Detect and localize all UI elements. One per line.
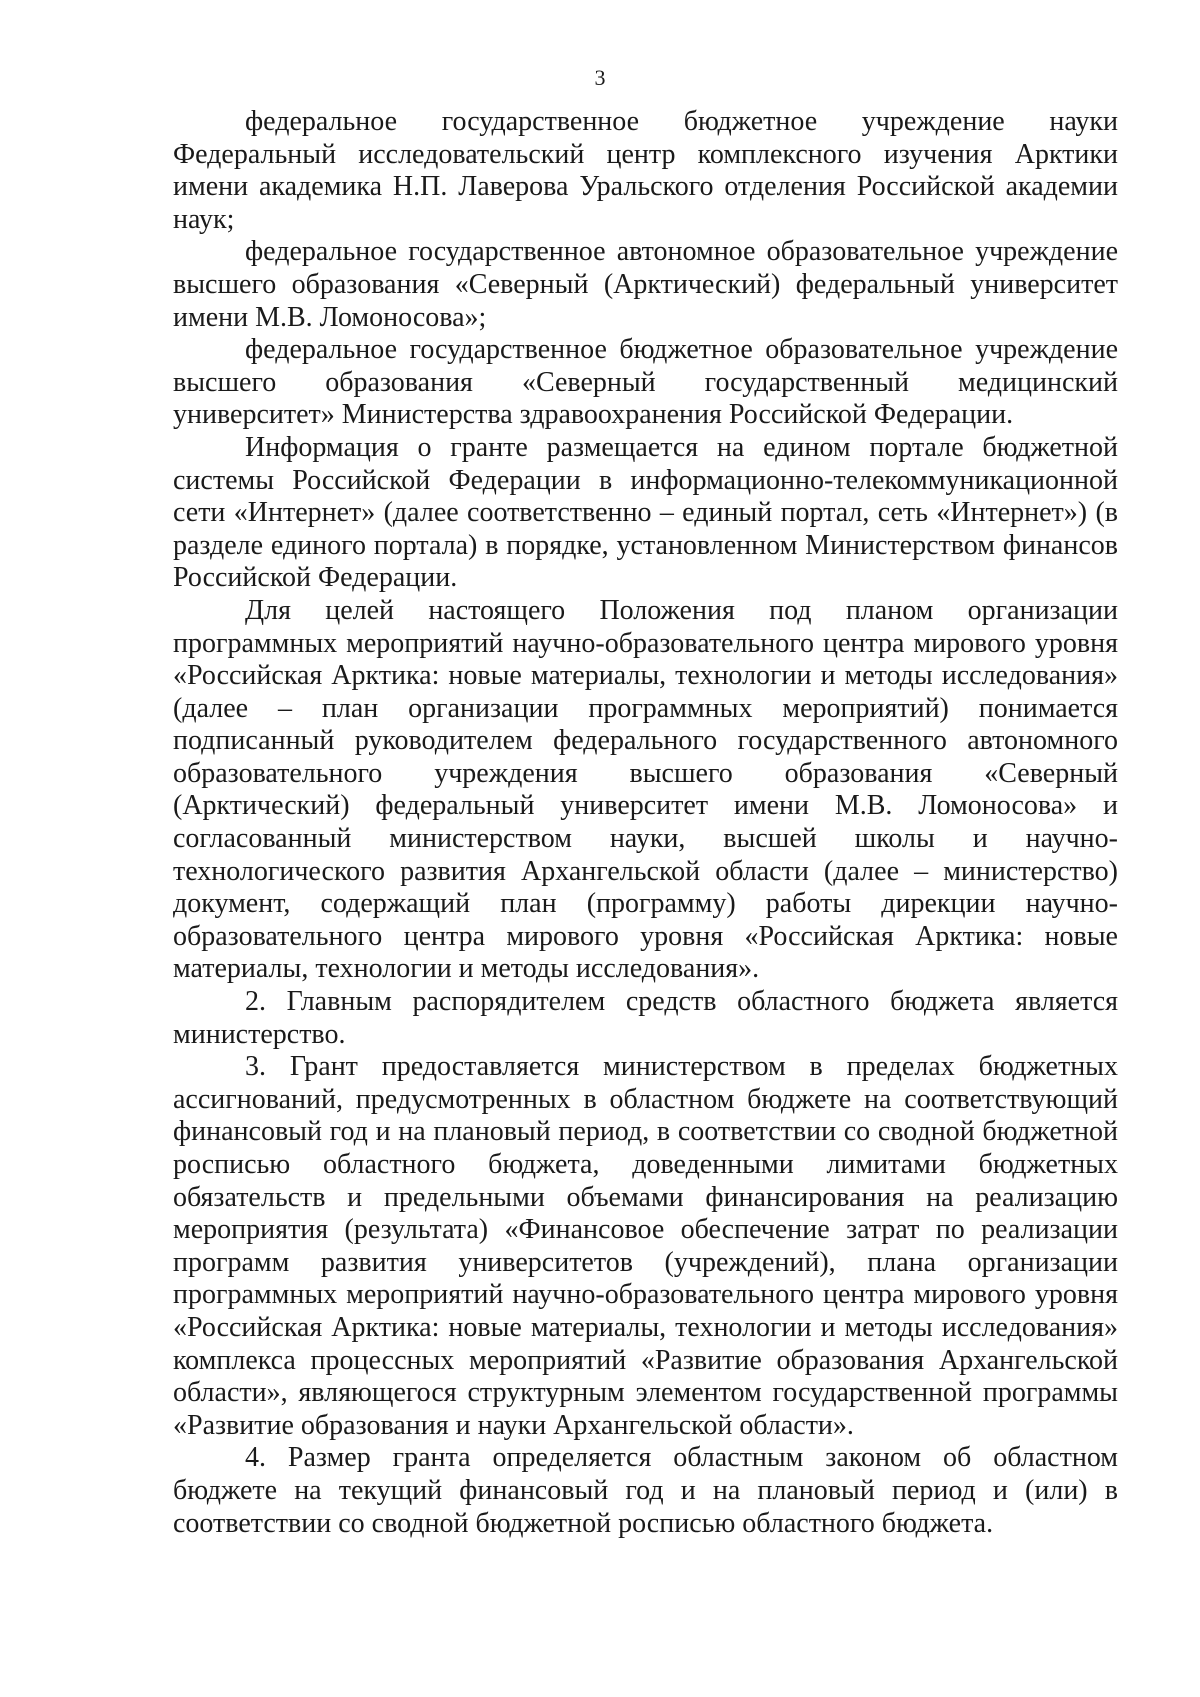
paragraph-plan-definition: Для целей настоящего Положения под планом организации программных мероприятий научно-образовательного центра мирового уровня «Российская Арктика: новые материалы, технологии и методы исследования» (далее – план организации программных мероприятий) понимается подписанный руководителем федерального государственного автономного образовательного учреждения высшего образования «Северный (Арктический) федеральный университет имени М.В. Ломоносова» и согласованный министерством науки, высшей школы и научно-технологического развития Архангельской области (далее – министерство) документ, содержащий план (программу) работы дирекции научно-образовательного центра мирового уровня «Российская Арктика: новые материалы, технологии и методы исследования». [173, 594, 1118, 985]
paragraph-grant-info: Информация о гранте размещается на едином портале бюджетной системы Российской Федерации в информационно-телекоммуникационной сети «Интернет» (далее соответственно – единый портал, сеть «Интернет») (в разделе единого портала) в порядке, установленном Министерством финансов Российской Федерации. [173, 431, 1118, 594]
paragraph-clause-2: 2. Главным распорядителем средств областного бюджета является министерство. [173, 986, 1118, 1050]
page-number: 3 [594, 65, 606, 90]
paragraph-narfu: федеральное государственное автономное образовательное учреждение высшего образования «Северный (Арктический) федеральный университет имени М.В. Ломоносова»; [173, 236, 1118, 333]
paragraph-clause-3: 3. Грант предоставляется министерством в пределах бюджетных ассигнований, предусмотренных в областном бюджете на соответствующий финансовый год и на плановый период, в соответствии со сводной бюджетной росписью областного бюджета, доведенными лимитами бюджетных обязательств и предельными объемами финансирования на реализацию мероприятия (результата) «Финансовое обеспечение затрат по реализации программ развития университетов (учреждений), плана организации программных мероприятий научно-образовательного центра мирового уровня «Российская Арктика: новые материалы, технологии и методы исследования» комплекса процессных мероприятий «Развитие образования Архангельской области», являющегося структурным элементом государственной программы «Развитие образования и науки Архангельской области». [173, 1051, 1118, 1441]
paragraph-nsmu: федеральное государственное бюджетное образовательное учреждение высшего образования «Северный государственный медицинский университет» Министерства здравоохранения Российской Федерации. [173, 334, 1118, 431]
paragraph-clause-4: 4. Размер гранта определяется областным законом об областном бюджете на текущий финансовый год и на плановый период и (или) в соответствии со сводной бюджетной росписью областного бюджета. [173, 1442, 1118, 1539]
paragraph-fic-arctic: федеральное государственное бюджетное учреждение науки Федеральный исследовательский центр комплексного изучения Арктики имени академика Н.П. Лаверова Уральского отделения Российской академии наук; [173, 106, 1118, 235]
document-body [173, 106, 1118, 1540]
